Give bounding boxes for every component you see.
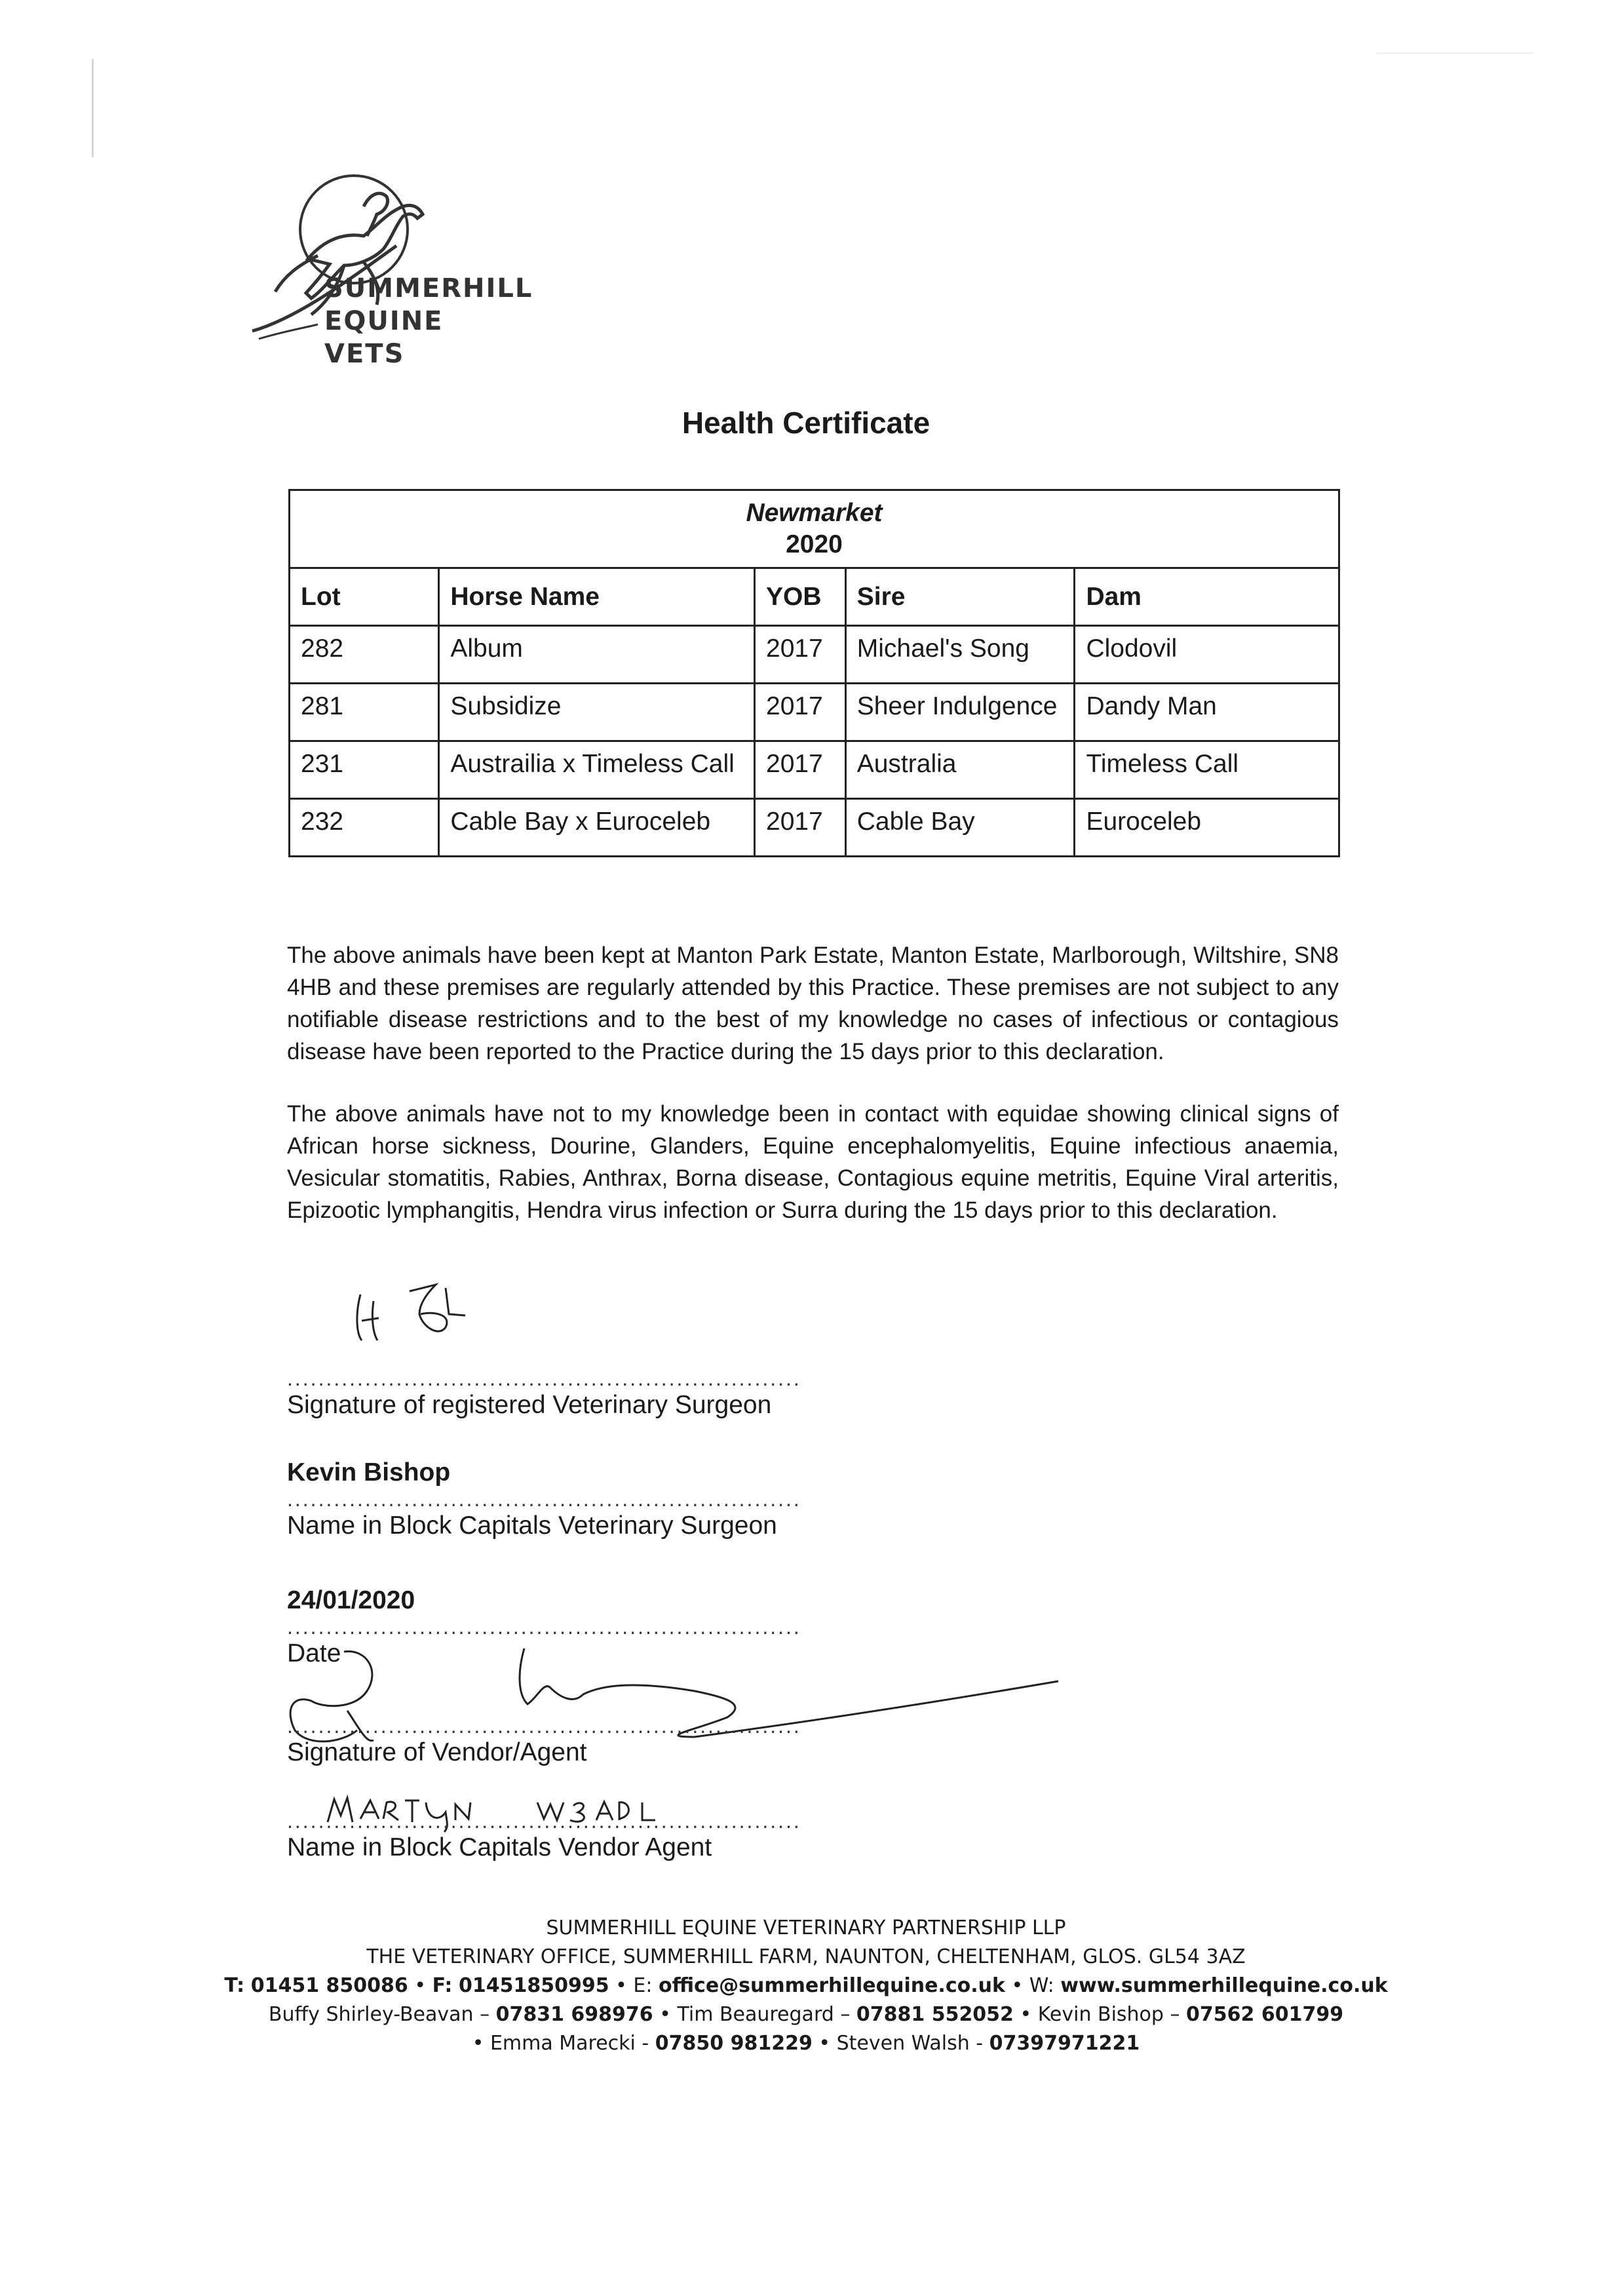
vet-signature-field: [287, 1367, 801, 1420]
cell-sire: Australia: [845, 741, 1075, 799]
cell-yob: 2017: [755, 684, 846, 741]
table-header-row: [290, 568, 1339, 626]
cell-dam: Dandy Man: [1075, 684, 1339, 741]
sale-year: 2020: [786, 530, 843, 558]
logo-line-1: SUMMERHILL: [324, 273, 533, 303]
cell-sire: Michael's Song: [845, 626, 1075, 684]
name-line: ..................................................................: [287, 1809, 801, 1833]
footer-vets-line-1: Buffy Shirley-Beavan – 07831 698976 • Tim Beauregard – 07881 552052 • Kevin Bishop – 07562 601799: [268, 2003, 1344, 2026]
vet-contact-phone: 07397971221: [989, 2032, 1140, 2055]
vet-contact-name: Steven Walsh: [836, 2032, 970, 2055]
footer-contact-line: T: 01451 850086 • F: 01451850995 • E: office@summerhillequine.co.uk • W: www.summerhillequine.co.uk: [224, 1974, 1388, 1997]
column-header-horse-name: Horse Name: [439, 568, 755, 626]
fax-label: F:: [432, 1974, 453, 1997]
cell-lot: 232: [290, 799, 439, 857]
cell-sire: Cable Bay: [845, 799, 1075, 857]
signature-line: ..................................................................: [287, 1714, 801, 1738]
table-row: [290, 741, 1339, 799]
vendor-signature-label: Signature of Vendor/Agent: [287, 1738, 587, 1766]
scan-artifact: [92, 59, 94, 157]
vet-contact-phone: 07831 698976: [495, 2003, 653, 2026]
logo-line-2: EQUINE VETS: [324, 306, 444, 369]
premises-declaration-paragraph: The above animals have been kept at Manton Park Estate, Manton Estate, Marlborough, Wiltshire, SN8 4HB and these premises are regularly attended by this Practice. These premises are not subject to any notifiable disease restrictions and to the best of my knowledge no cases of infectious or contagious disease have been reported to the Practice during the 15 days prior to this declaration.: [287, 943, 1339, 1064]
cell-dam: Clodovil: [1075, 626, 1339, 684]
practice-logo: [246, 167, 533, 369]
cell-lot: 282: [290, 626, 439, 684]
vet-contact-name: Tim Beauregard: [677, 2003, 834, 2026]
venue-header-cell: [290, 490, 1339, 568]
horses-table: [288, 489, 1340, 857]
date-label: Date: [287, 1639, 341, 1667]
vendor-signature-field: [287, 1714, 801, 1767]
cell-lot: 231: [290, 741, 439, 799]
footer-telephone: 01451 850086: [250, 1974, 408, 1997]
vet-name-label: Name in Block Capitals Veterinary Surgeon: [287, 1511, 777, 1540]
page-title: Health Certificate: [681, 406, 931, 440]
vet-name: Kevin Bishop: [287, 1458, 451, 1487]
footer-website[interactable]: www.summerhillequine.co.uk: [1060, 1974, 1388, 1997]
certificate-date: 24/01/2020: [287, 1586, 415, 1614]
cell-yob: 2017: [755, 741, 846, 799]
scan-artifact: [1376, 52, 1533, 54]
vendor-name-label: Name in Block Capitals Vendor Agent: [287, 1833, 712, 1861]
email-label: E:: [633, 1974, 653, 1997]
web-label: W:: [1029, 1974, 1054, 1997]
vet-contact-phone: 07850 981229: [655, 2032, 813, 2055]
cell-yob: 2017: [755, 626, 846, 684]
cell-dam: Euroceleb: [1075, 799, 1339, 857]
table-venue-row: [290, 490, 1339, 568]
practice-footer: [0, 1914, 1612, 2058]
cell-dam: Timeless Call: [1075, 741, 1339, 799]
name-line: ..................................................................: [287, 1487, 801, 1511]
cell-lot: 281: [290, 684, 439, 741]
date-line: ..................................................................: [287, 1615, 801, 1639]
footer-address: THE VETERINARY OFFICE, SUMMERHILL FARM, NAUNTON, CHELTENHAM, GLOS. GL54 3AZ: [366, 1945, 1246, 1968]
cell-horse-name: Cable Bay x Euroceleb: [439, 799, 755, 857]
column-header-lot: Lot: [290, 568, 439, 626]
table-row: [290, 626, 1339, 684]
vet-contact-phone: 07881 552052: [856, 2003, 1014, 2026]
disease-contact-declaration-paragraph: The above animals have not to my knowledge been in contact with equidae showing clinical signs of African horse sickness, Dourine, Glanders, Equine encephalomyelitis, Equine infectious anaemia, Vesicular stomatitis, Rabies, Anthrax, Borna disease, Contagious equine metritis, Equine Viral arteritis, Epizootic lymphangitis, Hendra virus infection or Surra during the 15 days prior to this declaration.: [287, 1101, 1339, 1223]
sale-venue: Newmarket: [746, 499, 883, 527]
vet-contact-phone: 07562 601799: [1186, 2003, 1344, 2026]
vet-contact-name: Kevin Bishop: [1037, 2003, 1164, 2026]
cell-horse-name: Album: [439, 626, 755, 684]
column-header-yob: YOB: [755, 568, 846, 626]
cell-horse-name: Austrailia x Timeless Call: [439, 741, 755, 799]
cell-sire: Sheer Indulgence: [845, 684, 1075, 741]
vendor-name-field: [287, 1809, 801, 1862]
cell-horse-name: Subsidize: [439, 684, 755, 741]
footer-fax: 01451850995: [458, 1974, 609, 1997]
cell-yob: 2017: [755, 799, 846, 857]
footer-vets-line-2: • Emma Marecki - 07850 981229 • Steven Walsh - 07397971221: [472, 2032, 1140, 2055]
column-header-dam: Dam: [1075, 568, 1339, 626]
table-row: [290, 684, 1339, 741]
column-header-sire: Sire: [845, 568, 1075, 626]
signature-line: ..................................................................: [287, 1367, 801, 1390]
tel-label: T:: [224, 1974, 245, 1997]
vet-signature-graphic: [347, 1275, 518, 1353]
footer-email[interactable]: office@summerhillequine.co.uk: [658, 1974, 1005, 1997]
table-row: [290, 799, 1339, 857]
vet-signature-label: Signature of registered Veterinary Surgeon: [287, 1391, 772, 1419]
vet-name-field: [287, 1458, 801, 1540]
vet-contact-name: Emma Marecki: [489, 2032, 636, 2055]
vet-contact-name: Buffy Shirley-Beavan: [268, 2003, 474, 2026]
footer-partnership-name: SUMMERHILL EQUINE VETERINARY PARTNERSHIP LLP: [546, 1917, 1066, 1939]
